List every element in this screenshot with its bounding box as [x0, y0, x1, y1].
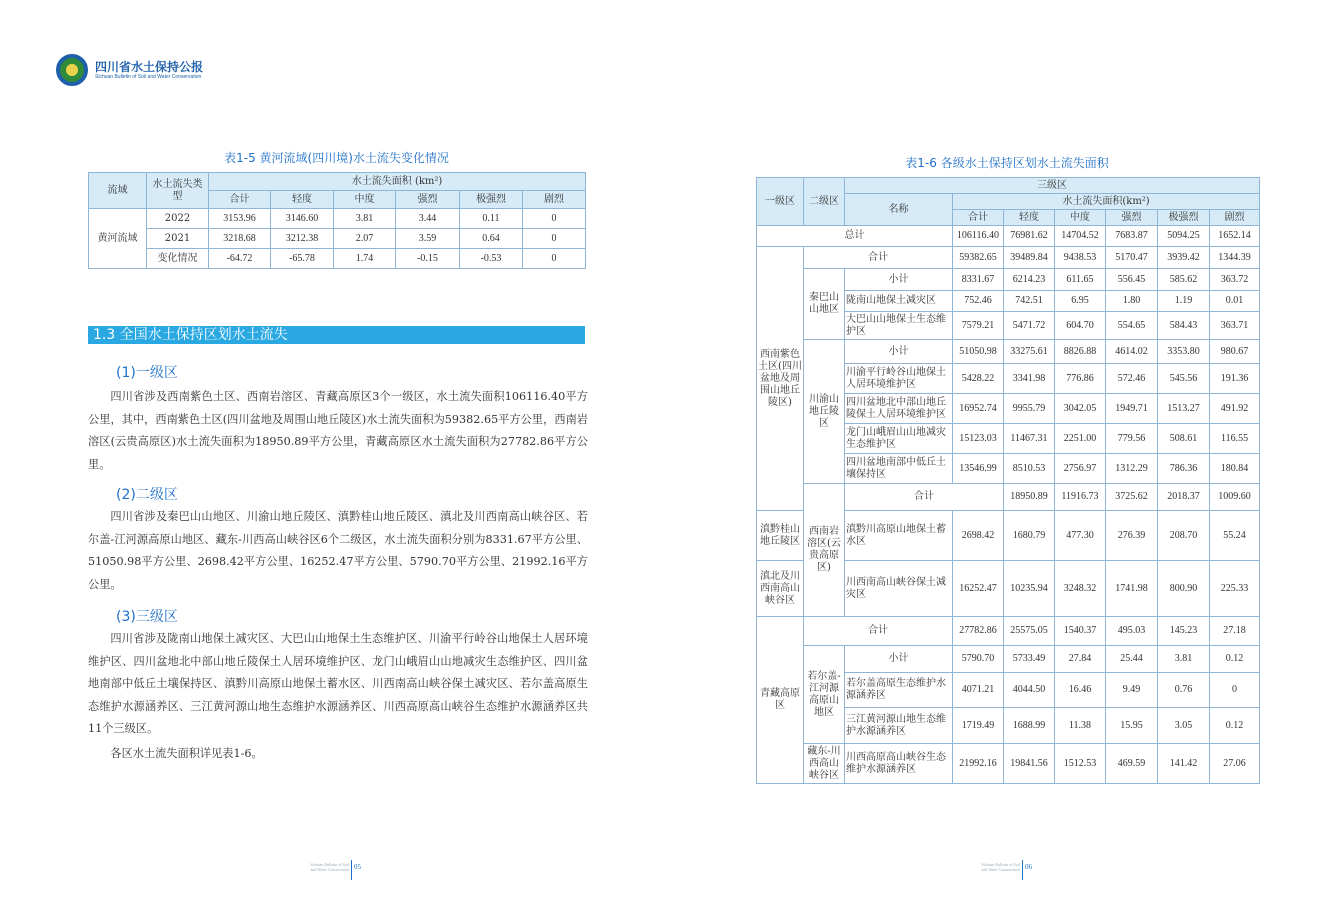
cell: 145.23: [1158, 617, 1210, 646]
table16-row: [757, 646, 1260, 673]
table15-header-area: 水土流失面积 (km²): [209, 173, 586, 191]
cell: 116.55: [1210, 424, 1260, 454]
cell: 5428.22: [953, 364, 1004, 394]
subtotal-label: 小计: [845, 269, 953, 291]
cell: 11.38: [1055, 708, 1106, 744]
cell: 27782.86: [953, 617, 1004, 646]
cell: 9438.53: [1055, 247, 1106, 269]
cell: 13546.99: [953, 454, 1004, 484]
cell: 59382.65: [953, 247, 1004, 269]
table16-row: [757, 617, 1260, 646]
cell: 51050.98: [953, 340, 1004, 364]
cell: 508.61: [1158, 424, 1210, 454]
footer-left-text: Sichuan Bulletin of Soil and Water Conservation: [310, 862, 349, 872]
cell: 141.42: [1158, 744, 1210, 784]
cell: 3.81: [1158, 646, 1210, 673]
table15-row: [89, 209, 586, 229]
cell: 25575.05: [1004, 617, 1055, 646]
table15-row-label: 变化情况: [147, 249, 209, 269]
subregion-name: 陇南山地保土减灾区: [845, 291, 953, 312]
cell: -64.72: [209, 249, 271, 269]
cell: 3939.42: [1158, 247, 1210, 269]
page-number-right: 06: [1022, 860, 1032, 880]
cell: 16952.74: [953, 394, 1004, 424]
cell: 495.03: [1106, 617, 1158, 646]
cell: 3.81: [334, 209, 396, 229]
table15-header-type: 水土流失类型: [147, 173, 209, 209]
table16-row: [757, 340, 1260, 364]
table16: [756, 177, 1260, 784]
subregion-name: 川渝平行岭谷山地保土人居环境维护区: [845, 364, 953, 394]
region-name: 若尔盖-江河源高原山地区: [804, 646, 845, 744]
cell: 27.84: [1055, 646, 1106, 673]
cell: 15123.03: [953, 424, 1004, 454]
paragraph-level3: 四川省涉及陇南山地保土减灾区、大巴山山地保土生态维护区、川渝平行岭谷山地保土人居环境维护区、四川盆地北中部山地丘陵保土人居环境维护区、龙门山峨眉山山地减灾生态维护区、四川盆地南部中低丘土壤保持区、滇黔川高原山地保土蓄水区、川西南高山峡谷保土减灾区、若尔盖高原生态维护水源涵养区、三江黄河源山地生态维护水源涵养区、川西高原高山峡谷生态维护水源涵养区共11个三级区。: [88, 632, 588, 735]
subtotal-label: 小计: [845, 646, 953, 673]
cell: 572.46: [1106, 364, 1158, 394]
table16-col: 合计: [953, 210, 1004, 226]
cell: 7579.21: [953, 312, 1004, 340]
cell: 1.80: [1106, 291, 1158, 312]
subregion-name: 四川盆地南部中低丘土壤保持区: [845, 454, 953, 484]
cell: 3.59: [396, 229, 460, 249]
footer-right-text: Sichuan Bulletin of Soil and Water Conservation: [981, 862, 1020, 872]
subregion-name: 龙门山峨眉山山地减灾生态维护区: [845, 424, 953, 454]
cell: 3042.05: [1055, 394, 1106, 424]
cell: 1688.99: [1004, 708, 1055, 744]
cell: 6214.23: [1004, 269, 1055, 291]
cell: 225.33: [1210, 561, 1260, 617]
table16-col: 轻度: [1004, 210, 1055, 226]
cell: 1.74: [334, 249, 396, 269]
cell: 779.56: [1106, 424, 1158, 454]
table15-col: 中度: [334, 191, 396, 209]
zone3-name: 青藏高原区: [757, 617, 804, 784]
table16-row: [757, 744, 1260, 784]
cell: 1680.79: [1004, 511, 1055, 561]
cell: 800.90: [1158, 561, 1210, 617]
sum-label: 合计: [804, 247, 953, 269]
cell: 18950.89: [1004, 484, 1055, 511]
cell: 0: [523, 229, 586, 249]
table16-header-area: 水土流失面积(km²): [953, 194, 1260, 210]
table16-col: 剧烈: [1210, 210, 1260, 226]
table16-header-name: 名称: [845, 194, 953, 226]
cell: 27.06: [1210, 744, 1260, 784]
cell: 4614.02: [1106, 340, 1158, 364]
paragraph-level2: 四川省涉及秦巴山山地区、川渝山地丘陵区、滇黔桂山地丘陵区、滇北及川西南高山峡谷区、若尔盖-江河源高原山地区、藏东-川西高山峡谷区6个二级区，水土流失面积分别为8331.67平方公里、51050.98平方公里、2698.42平方公里、16252.47平方公里、5790.70平方公里、21992.16平方公里。: [88, 510, 588, 591]
cell: -65.78: [271, 249, 334, 269]
cell: 1719.49: [953, 708, 1004, 744]
region-name: 川渝山地丘陵区: [804, 340, 845, 484]
table15-col: 强烈: [396, 191, 460, 209]
paragraph-level1: 四川省涉及西南紫色土区、西南岩溶区、青藏高原区3个一级区，水土流失面积106116.40平方公里，其中，西南紫色土区(四川盆地及周围山地丘陵区)水土流失面积为59382.65平方公里，西南岩溶区(云贵高原区)水土流失面积为18950.89平方公里，青藏高原区水土流失面积为27782.86平方公里。: [88, 390, 588, 471]
cell: 3153.96: [209, 209, 271, 229]
cell: 33275.61: [1004, 340, 1055, 364]
cell: 0: [523, 249, 586, 269]
cell: 3.44: [396, 209, 460, 229]
table16-caption: 表1-6 各级水土保持区划水土流失面积: [905, 156, 1109, 170]
table15-row: [89, 229, 586, 249]
cell: 106116.40: [953, 226, 1004, 247]
bulletin-logo: [56, 54, 88, 86]
table15-row-label: 2022: [147, 209, 209, 229]
cell: 363.72: [1210, 269, 1260, 291]
cell: 8331.67: [953, 269, 1004, 291]
sum-label: 合计: [804, 617, 953, 646]
region-name: 藏东-川西高山峡谷区: [804, 744, 845, 784]
subheading-level2: (2)二级区: [116, 487, 178, 503]
cell: 2756.97: [1055, 454, 1106, 484]
cell: 208.70: [1158, 511, 1210, 561]
paragraph-table-ref: 各区水土流失面积详见表1-6。: [110, 747, 263, 760]
table16-row: [757, 269, 1260, 291]
cell: 491.92: [1210, 394, 1260, 424]
cell: 5170.47: [1106, 247, 1158, 269]
cell: 8510.53: [1004, 454, 1055, 484]
cell: 1312.29: [1106, 454, 1158, 484]
cell: 3.05: [1158, 708, 1210, 744]
table16-header-l1: 一级区: [757, 178, 804, 226]
subregion-name: 川西高原高山峡谷生态维护水源涵养区: [845, 744, 953, 784]
cell: 9955.79: [1004, 394, 1055, 424]
table15-header-basin: 流域: [89, 173, 147, 209]
table16-col: 中度: [1055, 210, 1106, 226]
cell: 3341.98: [1004, 364, 1055, 394]
cell: 0.76: [1158, 673, 1210, 708]
bulletin-subtitle: Sichuan Bulletin of Soil and Water Conservation: [95, 74, 202, 80]
cell: 3218.68: [209, 229, 271, 249]
subregion-name: 三江黄河源山地生态维护水源涵养区: [845, 708, 953, 744]
table16-row: [757, 484, 1260, 511]
cell: 2251.00: [1055, 424, 1106, 454]
cell: 25.44: [1106, 646, 1158, 673]
zone2-name: 西南岩溶区(云贵高原区): [804, 484, 845, 617]
cell: 742.51: [1004, 291, 1055, 312]
cell: 0: [523, 209, 586, 229]
cell: 556.45: [1106, 269, 1158, 291]
table15-col: 轻度: [271, 191, 334, 209]
cell: 6.95: [1055, 291, 1106, 312]
cell: 3353.80: [1158, 340, 1210, 364]
table15-basin: 黄河流域: [89, 209, 147, 269]
table16-total-row: [757, 226, 1260, 247]
sum-label: 合计: [845, 484, 1004, 511]
cell: 2698.42: [953, 511, 1004, 561]
cell: -0.15: [396, 249, 460, 269]
cell: 19841.56: [1004, 744, 1055, 784]
cell: 1344.39: [1210, 247, 1260, 269]
cell: 10235.94: [1004, 561, 1055, 617]
cell: 0.64: [460, 229, 523, 249]
table16-header-l3: 三级区: [845, 178, 1260, 194]
cell: 180.84: [1210, 454, 1260, 484]
bulletin-title: 四川省水土保持公报: [95, 60, 204, 74]
cell: 8826.88: [1055, 340, 1106, 364]
table15-col: 剧烈: [523, 191, 586, 209]
cell: 11467.31: [1004, 424, 1055, 454]
cell: 1009.60: [1210, 484, 1260, 511]
table16-col: 强烈: [1106, 210, 1158, 226]
cell: 39489.84: [1004, 247, 1055, 269]
region-name: 滇北及川西南高山峡谷区: [757, 561, 804, 617]
cell: 1949.71: [1106, 394, 1158, 424]
table15-caption: 表1-5 黄河流域(四川境)水土流失变化情况: [224, 151, 449, 165]
table15-col: 合计: [209, 191, 271, 209]
table15: [88, 172, 586, 269]
cell: 4071.21: [953, 673, 1004, 708]
table16-header-l2: 二级区: [804, 178, 845, 226]
cell: 776.86: [1055, 364, 1106, 394]
cell: 5790.70: [953, 646, 1004, 673]
subheading-level3: (3)三级区: [116, 609, 178, 625]
cell: 16252.47: [953, 561, 1004, 617]
region-name: 秦巴山山地区: [804, 269, 845, 340]
subregion-name: 滇黔川高原山地保土蓄水区: [845, 511, 953, 561]
table15-col: 极强烈: [460, 191, 523, 209]
cell: 16.46: [1055, 673, 1106, 708]
page-number-left: 05: [351, 860, 361, 880]
cell: 0: [1210, 673, 1260, 708]
cell: 477.30: [1055, 511, 1106, 561]
section-title: 1.3 全国水土保持区划水土流失: [88, 326, 585, 344]
cell: 1652.14: [1210, 226, 1260, 247]
cell: 5733.49: [1004, 646, 1055, 673]
cell: 55.24: [1210, 511, 1260, 561]
subregion-name: 四川盆地北中部山地丘陵保土人居环境维护区: [845, 394, 953, 424]
cell: 21992.16: [953, 744, 1004, 784]
cell: 0.11: [460, 209, 523, 229]
cell: 1512.53: [1055, 744, 1106, 784]
cell: 4044.50: [1004, 673, 1055, 708]
cell: 27.18: [1210, 617, 1260, 646]
cell: 5094.25: [1158, 226, 1210, 247]
subregion-name: 若尔盖高原生态维护水源涵养区: [845, 673, 953, 708]
cell: 752.46: [953, 291, 1004, 312]
subheading-level1: (1)一级区: [116, 365, 178, 381]
cell: 1540.37: [1055, 617, 1106, 646]
cell: 11916.73: [1055, 484, 1106, 511]
cell: 363.71: [1210, 312, 1260, 340]
cell: 7683.87: [1106, 226, 1158, 247]
cell: 545.56: [1158, 364, 1210, 394]
subtotal-label: 小计: [845, 340, 953, 364]
cell: 611.65: [1055, 269, 1106, 291]
table16-row: [757, 247, 1260, 269]
cell: 3212.38: [271, 229, 334, 249]
cell: 786.36: [1158, 454, 1210, 484]
cell: 980.67: [1210, 340, 1260, 364]
cell: -0.53: [460, 249, 523, 269]
cell: 1.19: [1158, 291, 1210, 312]
cell: 14704.52: [1055, 226, 1106, 247]
cell: 3725.62: [1106, 484, 1158, 511]
cell: 0.12: [1210, 708, 1260, 744]
cell: 276.39: [1106, 511, 1158, 561]
cell: 2018.37: [1158, 484, 1210, 511]
cell: 554.65: [1106, 312, 1158, 340]
table16-col: 极强烈: [1158, 210, 1210, 226]
cell: 9.49: [1106, 673, 1158, 708]
cell: 604.70: [1055, 312, 1106, 340]
table15-row: [89, 249, 586, 269]
cell: 585.62: [1158, 269, 1210, 291]
cell: 0.01: [1210, 291, 1260, 312]
table15-row-label: 2021: [147, 229, 209, 249]
cell: 469.59: [1106, 744, 1158, 784]
total-label: 总计: [757, 226, 953, 247]
cell: 1741.98: [1106, 561, 1158, 617]
zone1-name: 西南紫色土区(四川盆地及周围山地丘陵区): [757, 247, 804, 511]
cell: 3146.60: [271, 209, 334, 229]
cell: 2.07: [334, 229, 396, 249]
subregion-name: 川西南高山峡谷保土减灾区: [845, 561, 953, 617]
cell: 76981.62: [1004, 226, 1055, 247]
cell: 1513.27: [1158, 394, 1210, 424]
cell: 5471.72: [1004, 312, 1055, 340]
subregion-name: 大巴山山地保土生态维护区: [845, 312, 953, 340]
region-name: 滇黔桂山地丘陵区: [757, 511, 804, 561]
cell: 0.12: [1210, 646, 1260, 673]
cell: 15.95: [1106, 708, 1158, 744]
cell: 3248.32: [1055, 561, 1106, 617]
cell: 584.43: [1158, 312, 1210, 340]
cell: 191.36: [1210, 364, 1260, 394]
